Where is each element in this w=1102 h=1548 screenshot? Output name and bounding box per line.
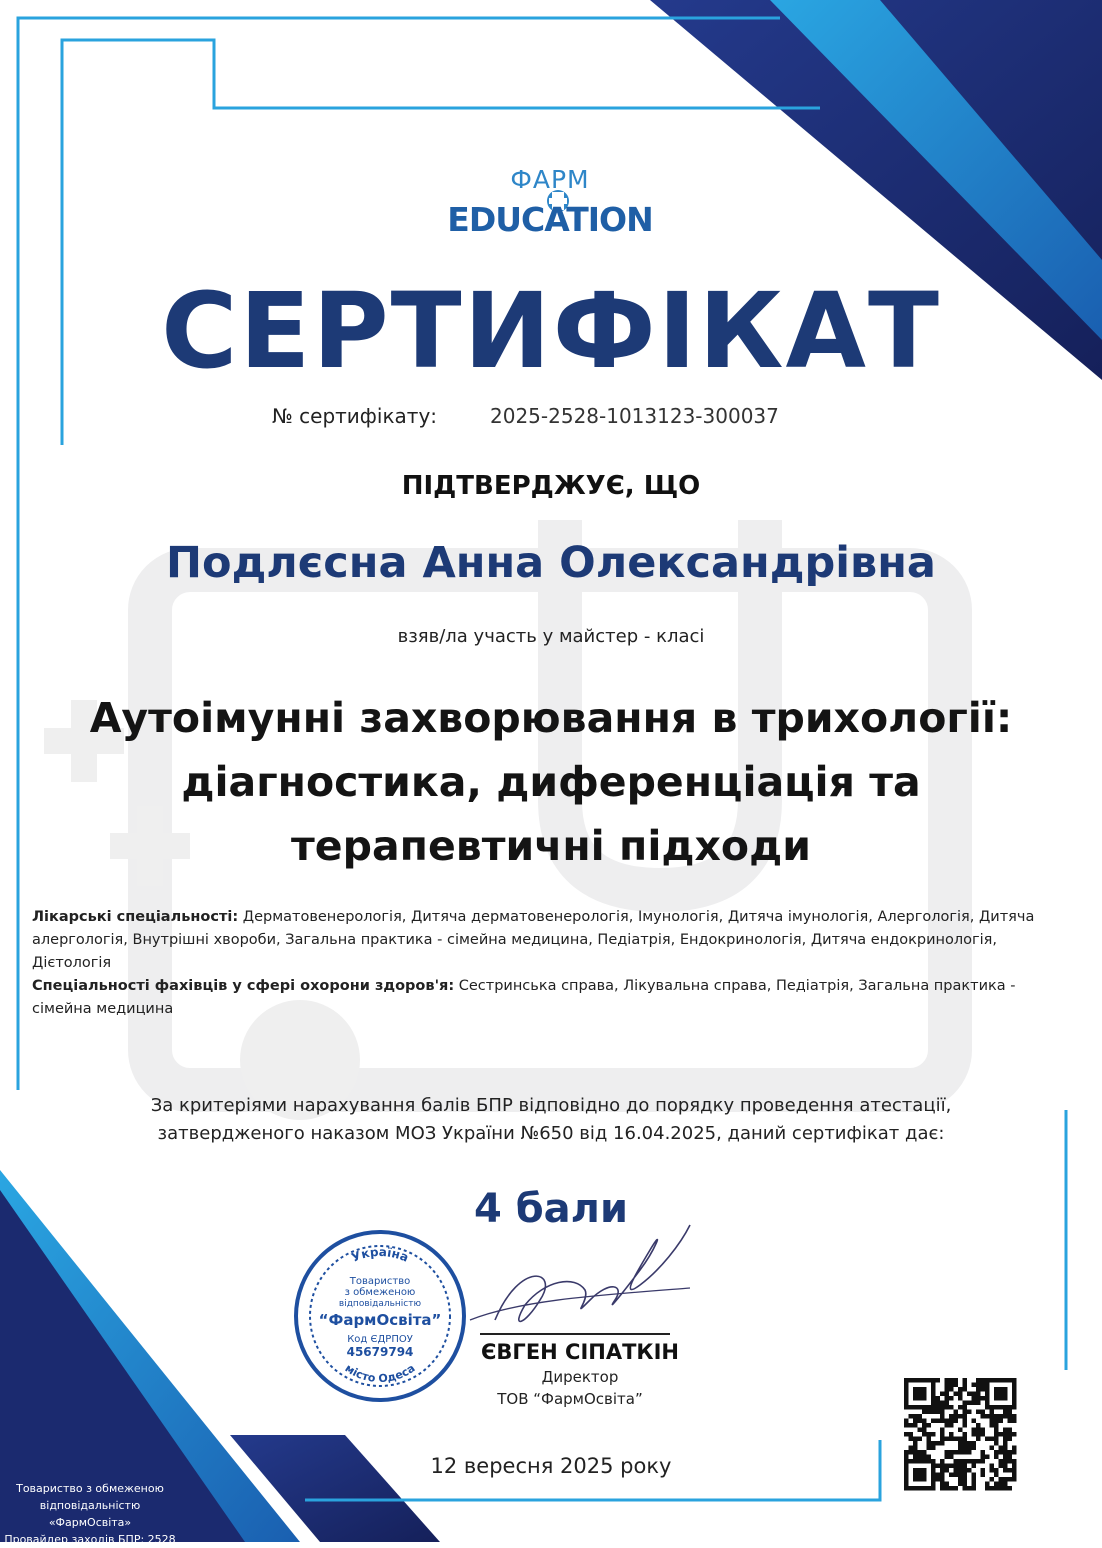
course-title xyxy=(0,686,1102,878)
stamp-code: 45679794 xyxy=(346,1345,414,1359)
stamp-line: з обмеженою xyxy=(344,1287,416,1298)
health-specialties-label: Спеціальності фахівців у сфері охорони здоров'я: xyxy=(32,978,455,994)
issue-date: 12 вересня 2025 року xyxy=(430,1454,672,1478)
doctor-specialties-label: Лікарські спеціальності: xyxy=(32,909,239,925)
points-value: 4 бали xyxy=(473,1186,628,1232)
director-name: ЄВГЕН СІПАТКІН xyxy=(481,1340,679,1364)
svg-text:Україна xyxy=(349,1245,410,1265)
stamp-code-label: Код ЄДРПОУ xyxy=(347,1334,413,1345)
footer-line: «ФармОсвіта» xyxy=(48,1516,132,1529)
stamp-bottom-text: місто Одеса xyxy=(342,1361,418,1386)
health-specialties xyxy=(32,975,1072,1021)
director-role: Директор xyxy=(541,1368,619,1386)
confirm-text: ПІДТВЕРДЖУЄ, ЩО xyxy=(401,471,701,501)
recipient-name: Подлєсна Анна Олександрівна xyxy=(166,538,936,588)
certificate-title: СЕРТИФІКАТ xyxy=(161,270,941,392)
logo-farm: ФАРМ xyxy=(510,165,590,194)
signature-graphic xyxy=(495,1225,690,1321)
certificate-number-label: № сертифікату: xyxy=(272,404,438,428)
doctor-specialties xyxy=(32,906,1072,975)
footer-line: відповідальністю xyxy=(39,1499,141,1512)
signature-line xyxy=(480,1333,670,1335)
course-title-line: діагностика, диференціація та xyxy=(181,758,921,806)
stamp-line: Товариство xyxy=(349,1276,411,1287)
svg-text:місто Одеса xyxy=(343,1362,418,1386)
criteria-text xyxy=(0,1092,1102,1148)
director-organization: ТОВ “ФармОсвіта” xyxy=(497,1390,643,1408)
certificate-number-value: 2025-2528-1013123-300037 xyxy=(490,404,779,428)
provider-footer xyxy=(0,1480,180,1548)
company-stamp xyxy=(292,1228,468,1404)
participation-text: взяв/ла участь у майстер - класі xyxy=(397,626,705,647)
doctor-specialties-value: Дерматовенерологія, Дитяча дерматовенерологія, Імунологія, Дитяча імунологія, Алергологія, Дитяча алергологія, Внутрішні хвороби, Загальна практика - сімейна медицина, Педіатрія, Ендокринологія, Дитяча ендокринологія, Дієтологія xyxy=(32,909,1035,971)
course-title-line: терапевтичні підходи xyxy=(291,822,811,870)
footer-line: Провайдер заходів БПР: 2528 xyxy=(4,1533,176,1546)
criteria-line: затвердженого наказом МОЗ України №650 від 16.04.2025, даний сертифікат дає: xyxy=(157,1123,945,1144)
logo-education: EDUCATION xyxy=(447,200,653,239)
criteria-line: За критеріями нарахування балів БПР відповідно до порядку проведення атестації, xyxy=(150,1095,952,1116)
stamp-top-text: Україна xyxy=(349,1244,411,1265)
stamp-line: відповідальністю xyxy=(338,1299,422,1309)
health-specialties-value: Сестринська справа, Лікувальна справа, Педіатрія, Загальна практика - сімейна медицина xyxy=(32,978,1016,1017)
footer-line: Товариство з обмеженою xyxy=(16,1482,164,1495)
stamp-company-name: “ФармОсвіта” xyxy=(318,1311,442,1329)
course-title-line: Аутоімунні захворювання в трихології: xyxy=(89,694,1013,742)
